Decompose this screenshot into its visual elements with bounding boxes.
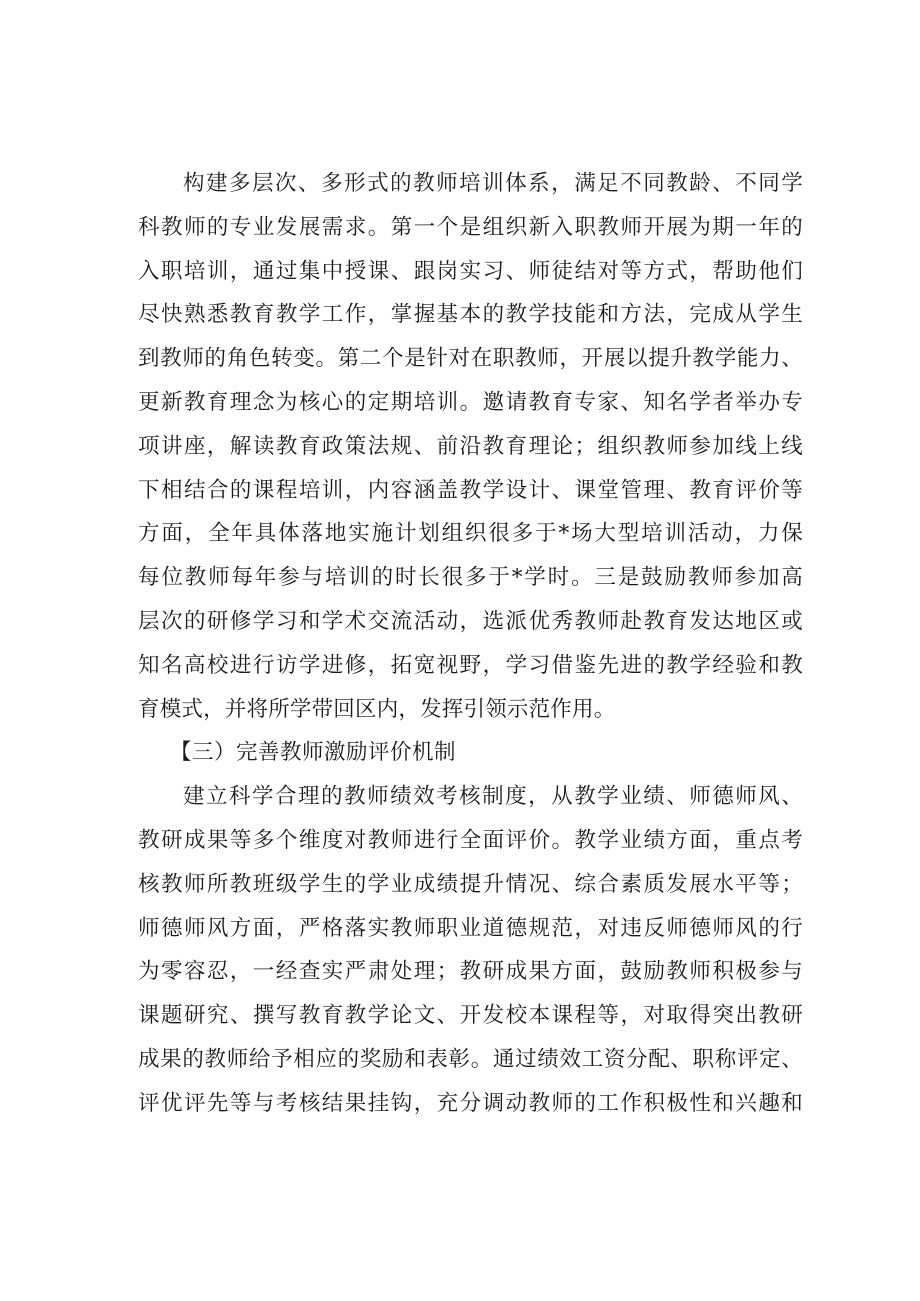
section-heading: 【三）完善教师激励评价机制 bbox=[170, 740, 457, 766]
paragraph-line: 下相结合的课程培训，内容涵盖教学设计、课堂管理、教育评价等 bbox=[138, 477, 803, 503]
paragraph-line: 构建多层次、多形式的教师培训体系，满足不同教龄、不同学 bbox=[183, 171, 803, 196]
document-page bbox=[138, 162, 803, 1126]
paragraph-line: 课题研究、撰写教育教学论文、开发校本课程等，对取得突出教研 bbox=[138, 1003, 803, 1029]
paragraph-line: 到教师的角色转变。第二个是针对在职教师，开展以提升教学能力、 bbox=[138, 346, 803, 372]
paragraph-line: 师德师风方面，严格落实教师职业道德规范，对违反师德师风的行 bbox=[138, 915, 803, 941]
paragraph-line: 更新教育理念为核心的定期培训。邀请教育专家、知名学者举办专 bbox=[138, 389, 803, 415]
paragraph-line: 教研成果等多个维度对教师进行全面评价。教学业绩方面，重点考 bbox=[138, 827, 803, 853]
paragraph-line: 核教师所教班级学生的学业成绩提升情况、综合素质发展水平等； bbox=[138, 871, 803, 897]
paragraph-line: 育模式，并将所学带回区内，发挥引领示范作用。 bbox=[138, 696, 616, 722]
paragraph-line: 为零容忍，一经查实严肃处理；教研成果方面，鼓励教师积极参与 bbox=[138, 959, 803, 985]
paragraph-line: 知名高校进行访学进修，拓宽视野，学习借鉴先进的教学经验和教 bbox=[138, 652, 803, 678]
paragraph-line: 方面，全年具体落地实施计划组织很多于*场大型培训活动，力保 bbox=[138, 521, 803, 547]
paragraph-line: 成果的教师给予相应的奖励和表彰。通过绩效工资分配、职称评定、 bbox=[138, 1046, 803, 1072]
paragraph-line: 层次的研修学习和学术交流活动，选派优秀教师赴教育发达地区或 bbox=[138, 608, 803, 634]
paragraph-evaluation-mechanism bbox=[138, 775, 803, 1125]
paragraph-line: 科教师的专业发展需求。第一个是组织新入职教师开展为期一年的 bbox=[138, 214, 803, 240]
paragraph-line: 评优评先等与考核结果挂钩，充分调动教师的工作积极性和兴趣和 bbox=[138, 1090, 803, 1116]
paragraph-training-system bbox=[138, 162, 803, 731]
paragraph-line: 建立科学合理的教师绩效考核制度，从教学业绩、师德师风、 bbox=[183, 784, 803, 810]
paragraph-line: 入职培训，通过集中授课、跟岗实习、师徒结对等方式，帮助他们 bbox=[138, 258, 803, 284]
paragraph-line: 项讲座，解读教育政策法规、前沿教育理论；组织教师参加线上线 bbox=[138, 433, 803, 459]
paragraph-line: 每位教师每年参与培训的时长很多于*学时。三是鼓励教师参加高 bbox=[138, 565, 803, 591]
paragraph-line: 尽快熟悉教育教学工作，掌握基本的教学技能和方法，完成从学生 bbox=[138, 302, 803, 328]
